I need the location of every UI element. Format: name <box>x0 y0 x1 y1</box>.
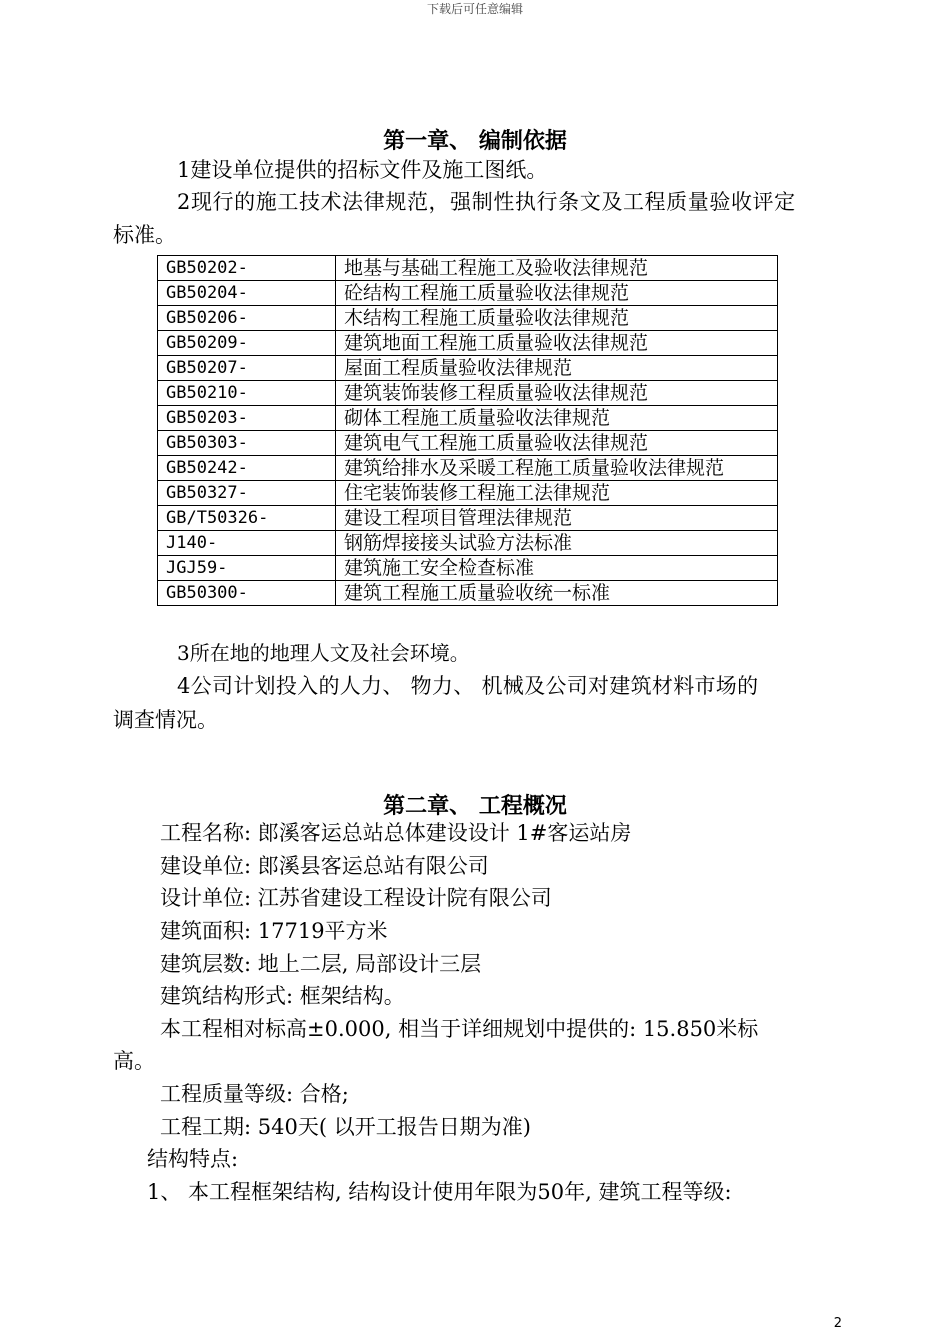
standard-code: GB/T50326- <box>158 506 336 531</box>
basis-item-2-line1: 2现行的施工技术法律规范，强制性执行条文及工程质量验收评定 <box>177 190 796 214</box>
standards-row <box>158 281 778 306</box>
standard-name: 建筑工程施工质量验收统一标准 <box>336 581 778 606</box>
standard-code: GB50203- <box>158 406 336 431</box>
basis-item-4-line1: 4公司计划投入的人力、 物力、 机械及公司对建筑材料市场的 <box>177 674 759 698</box>
standard-name: 砼结构工程施工质量验收法律规范 <box>336 281 778 306</box>
standard-name: 地基与基础工程施工及验收法律规范 <box>336 256 778 281</box>
basis-item-4-line2: 调查情况。 <box>113 708 218 732</box>
standards-row <box>158 481 778 506</box>
standards-row <box>158 581 778 606</box>
standards-table <box>157 255 778 606</box>
design-unit: 设计单位: 江苏省建设工程设计院有限公司 <box>160 886 552 910</box>
basis-item-3: 3所在地的地理人文及社会环境。 <box>177 641 470 665</box>
standard-name: 木结构工程施工质量验收法律规范 <box>336 306 778 331</box>
standard-name: 钢筋焊接接头试验方法标准 <box>336 531 778 556</box>
standards-row <box>158 331 778 356</box>
standards-row <box>158 356 778 381</box>
standard-code: JGJ59- <box>158 556 336 581</box>
basis-item-2-line2: 标准。 <box>113 223 176 247</box>
project-name: 工程名称: 郎溪客运总站总体建设设计 1#客运站房 <box>160 821 632 845</box>
owner-unit: 建设单位: 郎溪县客运总站有限公司 <box>160 854 489 878</box>
construction-duration: 工程工期: 540天( 以开工报告日期为准) <box>160 1115 531 1139</box>
standards-row <box>158 256 778 281</box>
standards-row <box>158 431 778 456</box>
structure-type: 建筑结构形式: 框架结构。 <box>160 984 405 1008</box>
standard-code: GB50300- <box>158 581 336 606</box>
chapter2-title: 第二章、 工程概况 <box>383 794 567 819</box>
basis-item-1: 1建设单位提供的招标文件及施工图纸。 <box>177 158 548 182</box>
standard-name: 建筑施工安全检查标准 <box>336 556 778 581</box>
standards-row <box>158 406 778 431</box>
building-area: 建筑面积: 17719平方米 <box>160 919 388 943</box>
standards-row <box>158 456 778 481</box>
standard-name: 建筑电气工程施工质量验收法律规范 <box>336 431 778 456</box>
standards-row <box>158 531 778 556</box>
standards-row <box>158 556 778 581</box>
standards-row <box>158 381 778 406</box>
chapter1-title: 第一章、 编制依据 <box>383 129 567 154</box>
standard-code: J140- <box>158 531 336 556</box>
standard-name: 建筑装饰装修工程质量验收法律规范 <box>336 381 778 406</box>
standards-row <box>158 506 778 531</box>
standard-code: GB50303- <box>158 431 336 456</box>
standard-code: GB50202- <box>158 256 336 281</box>
standard-code: GB50206- <box>158 306 336 331</box>
standard-name: 建筑地面工程施工质量验收法律规范 <box>336 331 778 356</box>
standard-code: GB50204- <box>158 281 336 306</box>
structure-feature-1: 1、 本工程框架结构, 结构设计使用年限为50年, 建筑工程等级: <box>147 1180 732 1204</box>
standards-row <box>158 306 778 331</box>
elevation-line1: 本工程相对标高±0.000, 相当于详细规划中提供的: 15.850米标 <box>160 1017 759 1041</box>
structure-features-title: 结构特点: <box>147 1147 239 1171</box>
standard-name: 砌体工程施工质量验收法律规范 <box>336 406 778 431</box>
standard-name: 建设工程项目管理法律规范 <box>336 506 778 531</box>
standard-name: 屋面工程质量验收法律规范 <box>336 356 778 381</box>
page-number: 2 <box>833 1316 842 1331</box>
standard-code: GB50209- <box>158 331 336 356</box>
building-floors: 建筑层数: 地上二层, 局部设计三层 <box>160 952 482 976</box>
standard-code: GB50210- <box>158 381 336 406</box>
quality-grade: 工程质量等级: 合格; <box>160 1082 349 1106</box>
elevation-line2: 高。 <box>113 1049 155 1073</box>
standard-code: GB50327- <box>158 481 336 506</box>
standard-code: GB50207- <box>158 356 336 381</box>
standard-name: 建筑给排水及采暖工程施工质量验收法律规范 <box>336 456 778 481</box>
page-header-note: 下载后可任意编辑 <box>426 2 523 16</box>
standard-name: 住宅装饰装修工程施工法律规范 <box>336 481 778 506</box>
standard-code: GB50242- <box>158 456 336 481</box>
